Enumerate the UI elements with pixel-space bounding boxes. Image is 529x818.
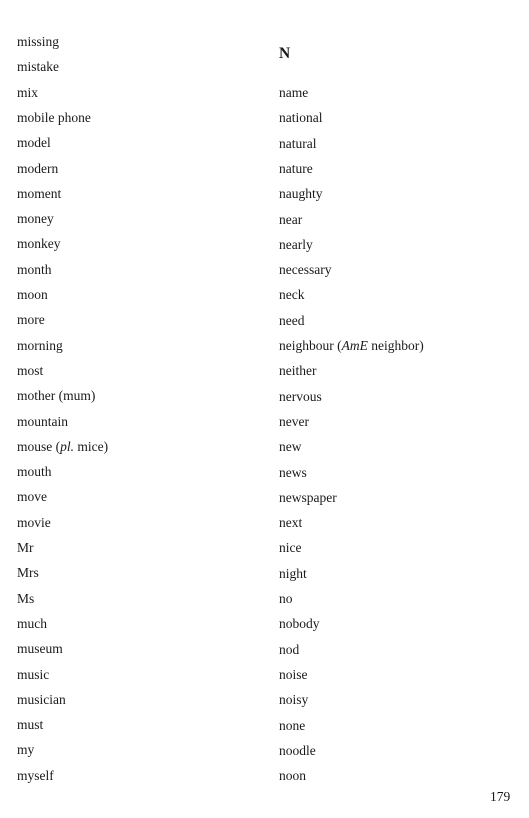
word-entry: naughty [279, 186, 323, 202]
word-entry: news [279, 464, 307, 480]
word-entry: movie [17, 514, 51, 530]
word-entry: nice [279, 540, 302, 556]
word-entry: music [17, 666, 50, 682]
word-entry: Mrs [17, 565, 39, 581]
word-entry: much [17, 615, 47, 631]
word-entry: month [17, 261, 52, 277]
word-entry: newspaper [279, 489, 337, 505]
word-entry: night [279, 565, 307, 581]
word-entry [17, 439, 108, 455]
word-entry: more [17, 312, 45, 328]
word-entry: Ms [17, 590, 35, 606]
word-entry: necessary [279, 262, 332, 278]
word-italic-note: pl. [60, 438, 75, 454]
word-entry: money [17, 211, 54, 227]
word-entry: nature [279, 160, 313, 176]
section-letter-heading: N [279, 45, 291, 62]
word-entry: noodle [279, 742, 316, 758]
word-text: neighbor) [367, 338, 424, 353]
word-entry [279, 338, 424, 354]
word-entry: move [17, 489, 47, 505]
word-entry: model [17, 135, 51, 151]
word-entry: mouth [17, 464, 52, 480]
word-entry: moon [17, 287, 48, 302]
word-entry: musician [17, 691, 66, 707]
word-entry: my [17, 742, 35, 758]
word-entry: name [279, 85, 309, 100]
word-text: neighbour ( [279, 338, 342, 353]
word-entry: need [279, 312, 305, 328]
word-entry: next [279, 515, 303, 531]
word-entry: natural [279, 135, 317, 151]
word-entry: near [279, 211, 303, 227]
word-italic-note: AmE [341, 338, 368, 353]
word-entry: noise [279, 666, 308, 682]
word-entry: monkey [17, 236, 61, 252]
word-entry: moment [17, 185, 62, 201]
word-entry: missing [17, 34, 60, 49]
page-number: 179 [490, 789, 511, 804]
word-entry: neither [279, 363, 317, 379]
word-entry: morning [17, 337, 63, 353]
word-entry: must [17, 717, 44, 733]
word-entry: mobile phone [17, 109, 91, 125]
word-entry: mix [17, 84, 39, 100]
word-text: mouse ( [17, 438, 61, 454]
word-entry: mountain [17, 413, 68, 429]
word-entry: national [279, 110, 323, 126]
word-entry: no [279, 591, 293, 606]
word-entry: nervous [279, 388, 322, 404]
word-entry: modern [17, 160, 59, 176]
word-text: mice) [74, 438, 109, 454]
word-entry: mother (mum) [17, 388, 96, 404]
word-entry: neck [279, 287, 305, 303]
word-entry: myself [17, 767, 54, 783]
word-entry: mistake [17, 59, 59, 75]
word-entry: nearly [279, 236, 313, 252]
word-entry: most [17, 362, 44, 378]
word-entry: Mr [17, 540, 34, 555]
word-entry: noon [279, 768, 306, 784]
word-entry: none [279, 717, 306, 733]
word-entry: never [279, 413, 309, 429]
word-entry: noisy [279, 692, 309, 708]
word-entry: nod [279, 641, 300, 657]
word-entry: new [279, 439, 302, 455]
word-entry: nobody [279, 616, 320, 632]
word-entry: museum [17, 641, 63, 657]
